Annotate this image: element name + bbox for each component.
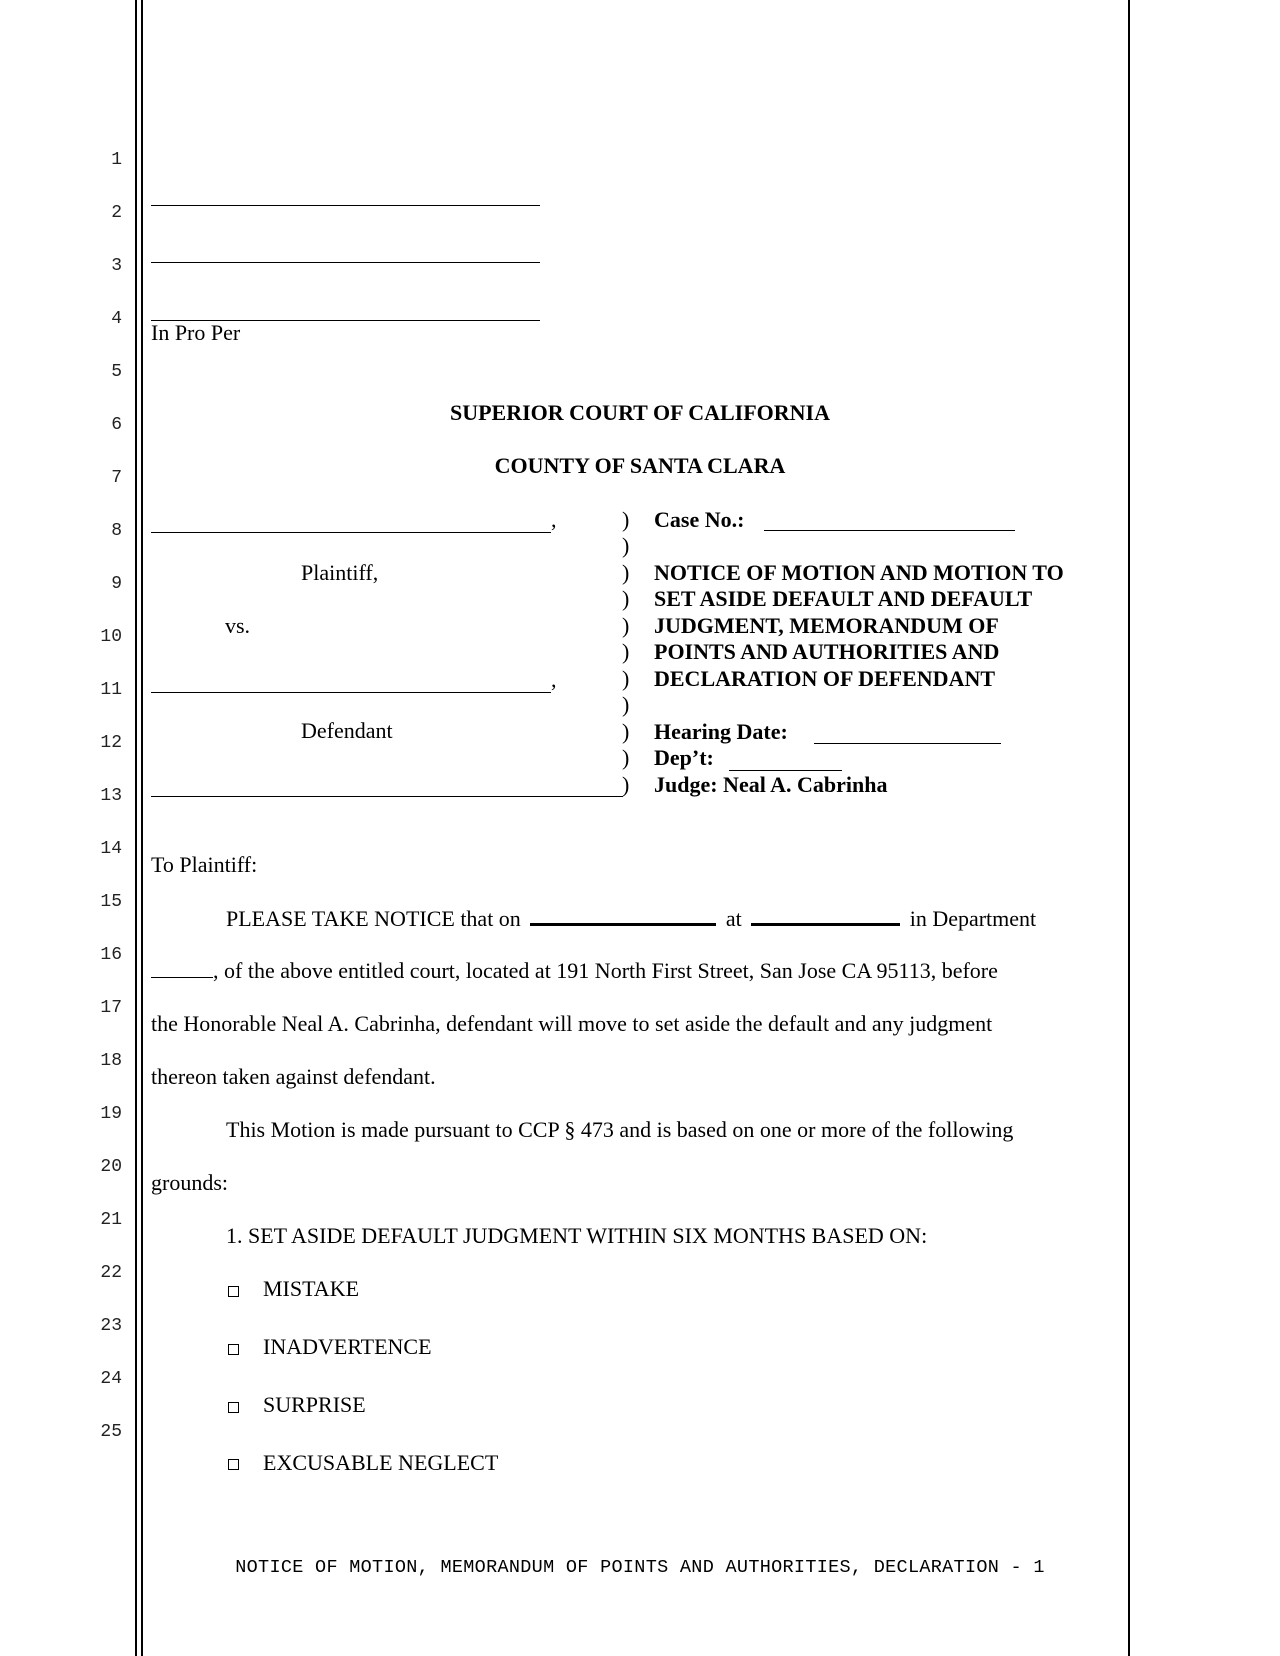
line-number: 18	[100, 1051, 122, 1071]
plaintiff-name-line	[151, 532, 551, 533]
notice-line-15	[226, 905, 1036, 932]
motion-title-line: POINTS AND AUTHORITIES AND	[654, 639, 1000, 664]
line-number: 13	[100, 786, 122, 806]
hearing-date-blank	[530, 905, 716, 926]
motion-title-line: JUDGMENT, MEMORANDUM OF	[654, 613, 999, 638]
ground-label: EXCUSABLE NEGLECT	[263, 1450, 499, 1475]
notice-text-c: in Department	[909, 906, 1037, 931]
hearing-date-label: Hearing Date:	[654, 719, 788, 744]
caption-paren: )	[622, 745, 630, 770]
defendant-label: Defendant	[301, 718, 393, 743]
caption-paren: )	[622, 533, 630, 558]
defendant-comma: ,	[551, 667, 557, 692]
notice-line-17: the Honorable Neal A. Cabrinha, defendant will move to set aside the default and any judgment	[151, 1011, 993, 1036]
plaintiff-label: Plaintiff,	[301, 560, 379, 585]
caption-paren: )	[622, 560, 630, 585]
line-number: 22	[100, 1263, 122, 1283]
excusable-neglect-checkbox[interactable]	[228, 1459, 239, 1470]
line-number: 17	[100, 998, 122, 1018]
caption-paren: )	[622, 639, 630, 664]
line-number: 16	[100, 945, 122, 965]
mistake-checkbox[interactable]	[228, 1286, 239, 1297]
notice-text-a: PLEASE TAKE NOTICE that on	[226, 906, 521, 931]
ground-heading: 1. SET ASIDE DEFAULT JUDGMENT WITHIN SIX MONTHS BASED ON:	[226, 1223, 928, 1248]
line-number: 10	[100, 627, 122, 647]
notice-line-18: thereon taken against defendant.	[151, 1064, 436, 1089]
salutation: To Plaintiff:	[151, 852, 258, 877]
inadvertence-checkbox[interactable]	[228, 1344, 239, 1355]
in-pro-per-label: In Pro Per	[151, 320, 241, 345]
hearing-time-blank	[751, 905, 900, 926]
line-number: 8	[111, 521, 122, 541]
motion-title-line: SET ASIDE DEFAULT AND DEFAULT	[654, 586, 1033, 611]
caption-paren: )	[622, 719, 630, 744]
motion-title-line: NOTICE OF MOTION AND MOTION TO	[654, 560, 1064, 585]
attorney-address-line	[151, 262, 540, 263]
surprise-checkbox[interactable]	[228, 1402, 239, 1413]
ground-label: SURPRISE	[263, 1392, 366, 1417]
notice-line-19: This Motion is made pursuant to CCP § 473 and is based on one or more of the following	[226, 1117, 1014, 1142]
court-county: COUNTY OF SANTA CLARA	[494, 453, 786, 478]
attorney-name-line	[151, 205, 540, 206]
line-number: 11	[100, 680, 122, 700]
ground-label: INADVERTENCE	[263, 1334, 432, 1359]
case-number-line	[764, 530, 1015, 531]
right-margin-line	[1128, 0, 1130, 1656]
notice-text-b: at	[725, 906, 742, 931]
caption-paren: )	[622, 692, 630, 717]
line-number: 12	[100, 733, 122, 753]
case-number-label: Case No.:	[654, 507, 745, 532]
motion-title-line: DECLARATION OF DEFENDANT	[654, 666, 996, 691]
department-label: Dep’t:	[654, 745, 714, 770]
line-number: 20	[100, 1157, 122, 1177]
line-number: 23	[100, 1316, 122, 1336]
caption-paren: )	[622, 507, 630, 532]
court-name: SUPERIOR COURT OF CALIFORNIA	[450, 400, 830, 425]
plaintiff-comma: ,	[551, 507, 557, 532]
department-blank	[151, 959, 213, 978]
line-number: 6	[111, 415, 122, 435]
caption-paren: )	[622, 586, 630, 611]
line-number: 24	[100, 1369, 122, 1389]
line-number: 14	[100, 839, 122, 859]
line-number: 21	[100, 1210, 122, 1230]
vs-label: vs.	[225, 613, 251, 638]
line-number: 7	[111, 468, 122, 488]
line-number: 1	[111, 150, 122, 170]
hearing-date-line	[814, 743, 1001, 744]
notice-line-16	[151, 958, 998, 984]
ground-label: MISTAKE	[263, 1276, 360, 1301]
line-number: 3	[111, 256, 122, 276]
line-number: 5	[111, 362, 122, 382]
line-number: 2	[111, 203, 122, 223]
caption-paren: )	[622, 666, 630, 691]
caption-bottom-line	[151, 796, 623, 797]
caption-paren: )	[622, 613, 630, 638]
notice-line-16-text: , of the above entitled court, located at 191 North First Street, San Jose CA 95113, before	[213, 958, 998, 983]
defendant-name-line	[151, 692, 551, 693]
left-margin-line-inner	[141, 0, 143, 1656]
line-number: 9	[111, 574, 122, 594]
line-number: 15	[100, 892, 122, 912]
page-footer: NOTICE OF MOTION, MEMORANDUM OF POINTS AND AUTHORITIES, DECLARATION - 1	[235, 1557, 1045, 1578]
judge-label: Judge: Neal A. Cabrinha	[654, 772, 888, 797]
notice-line-20: grounds:	[151, 1170, 228, 1195]
left-margin-line-outer	[135, 0, 137, 1656]
line-number: 4	[111, 309, 122, 329]
caption-paren: )	[622, 772, 630, 797]
line-number: 19	[100, 1104, 122, 1124]
line-number: 25	[100, 1422, 122, 1442]
